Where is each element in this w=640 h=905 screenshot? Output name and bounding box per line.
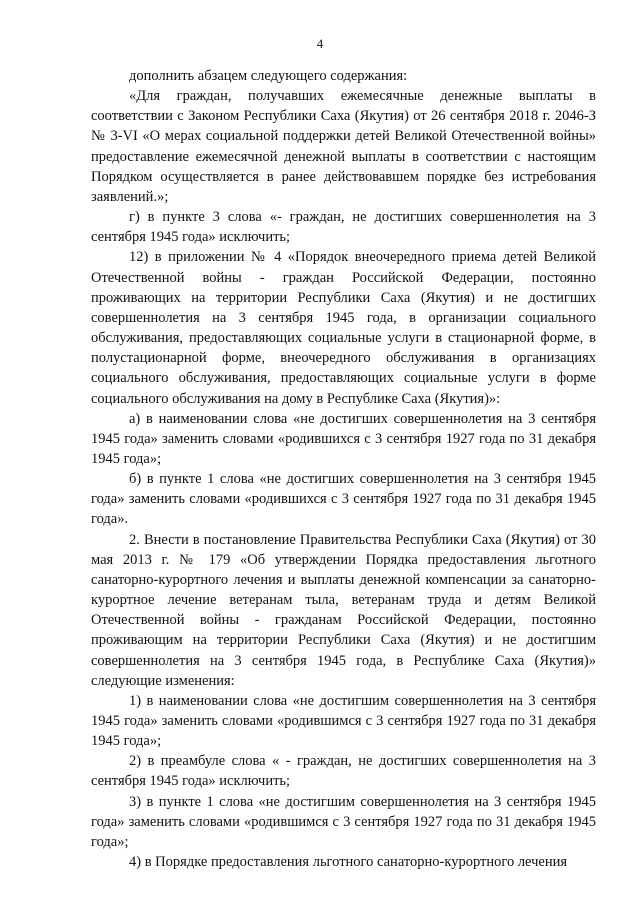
document-body (91, 66, 596, 872)
page-number: 4 (316, 36, 324, 51)
paragraph-item-b: б) в пункте 1 слова «не достигших совершеннолетия на 3 сентября 1945 года» заменить словами «родившихся с 3 сентября 1927 года по 31 декабря 1945 года». (91, 471, 596, 528)
paragraph-item-4: 4) в Порядке предоставления льготного санаторно-курортного лечения (129, 854, 568, 871)
paragraph-intro: дополнить абзацем следующего содержания: (129, 68, 408, 84)
paragraph-item-12: 12) в приложении № 4 «Порядок внеочередного приема детей Великой Отечественной войны - граждан Российской Федерации, постоянно проживающих на территории Республики Саха (Якутия) и не достигших совершеннолетия на 3 сентября 1945 года, в организации социального обслуживания, предоставляющих социальные услуги в стационарной форме, в полустационарной форме, внеочередного обслуживания в организациях социального обслуживания, предоставляющих социальные услуги в форме социального обслуживания на дому в Республике Саха (Якутия)»: (91, 249, 596, 407)
paragraph-item-2: 2) в преамбуле слова « - граждан, не достигших совершеннолетия на 3 сентября 1945 года» исключить; (91, 753, 596, 790)
paragraph-item-g: г) в пункте 3 слова «- граждан, не достигших совершеннолетия на 3 сентября 1945 года» исключить; (91, 209, 596, 246)
paragraph-section-2: 2. Внести в постановление Правительства Республики Саха (Якутия) от 30 мая 2013 г. № 179 «Об утверждении Порядка предоставления льготного санаторно-курортного лечения и выплаты денежной компенсации за санаторно-курортное лечение ветеранам тыла, ветеранам труда и детям Великой Отечественной войны - гражданам Российской Федерации, постоянно проживающим на территории Республики Саха (Якутия) и не достигшим совершеннолетия на 3 сентября 1945 года, в Республике Саха (Якутия)» следующие изменения: (91, 531, 596, 689)
paragraph-item-a: а) в наименовании слова «не достигших совершеннолетия на 3 сентября 1945 года» заменить словами «родившихся с 3 сентября 1927 года по 31 декабря 1945 года»; (91, 410, 596, 467)
paragraph-item-3: 3) в пункте 1 слова «не достигшим совершеннолетия на 3 сентября 1945 года» заменить словами «родившимся с 3 сентября 1927 года по 31 декабря 1945 года»; (91, 793, 596, 850)
paragraph-item-1: 1) в наименовании слова «не достигшим совершеннолетия на 3 сентября 1945 года» заменить словами «родившимся с 3 сентября 1927 года по 31 декабря 1945 года»; (91, 692, 596, 750)
paragraph-quoted-addition: «Для граждан, получавших ежемесячные денежные выплаты в соответствии с Законом Республики Саха (Якутия) от 26 сентября 2018 г. 2046-З № 3-VI «О мерах социальной поддержки детей Великой Отечественной войны» предоставление ежемесячной денежной выплаты в соответствии с настоящим Порядком осуществляется в ранее действовавшем порядке без истребования заявлений.»; (91, 88, 596, 205)
